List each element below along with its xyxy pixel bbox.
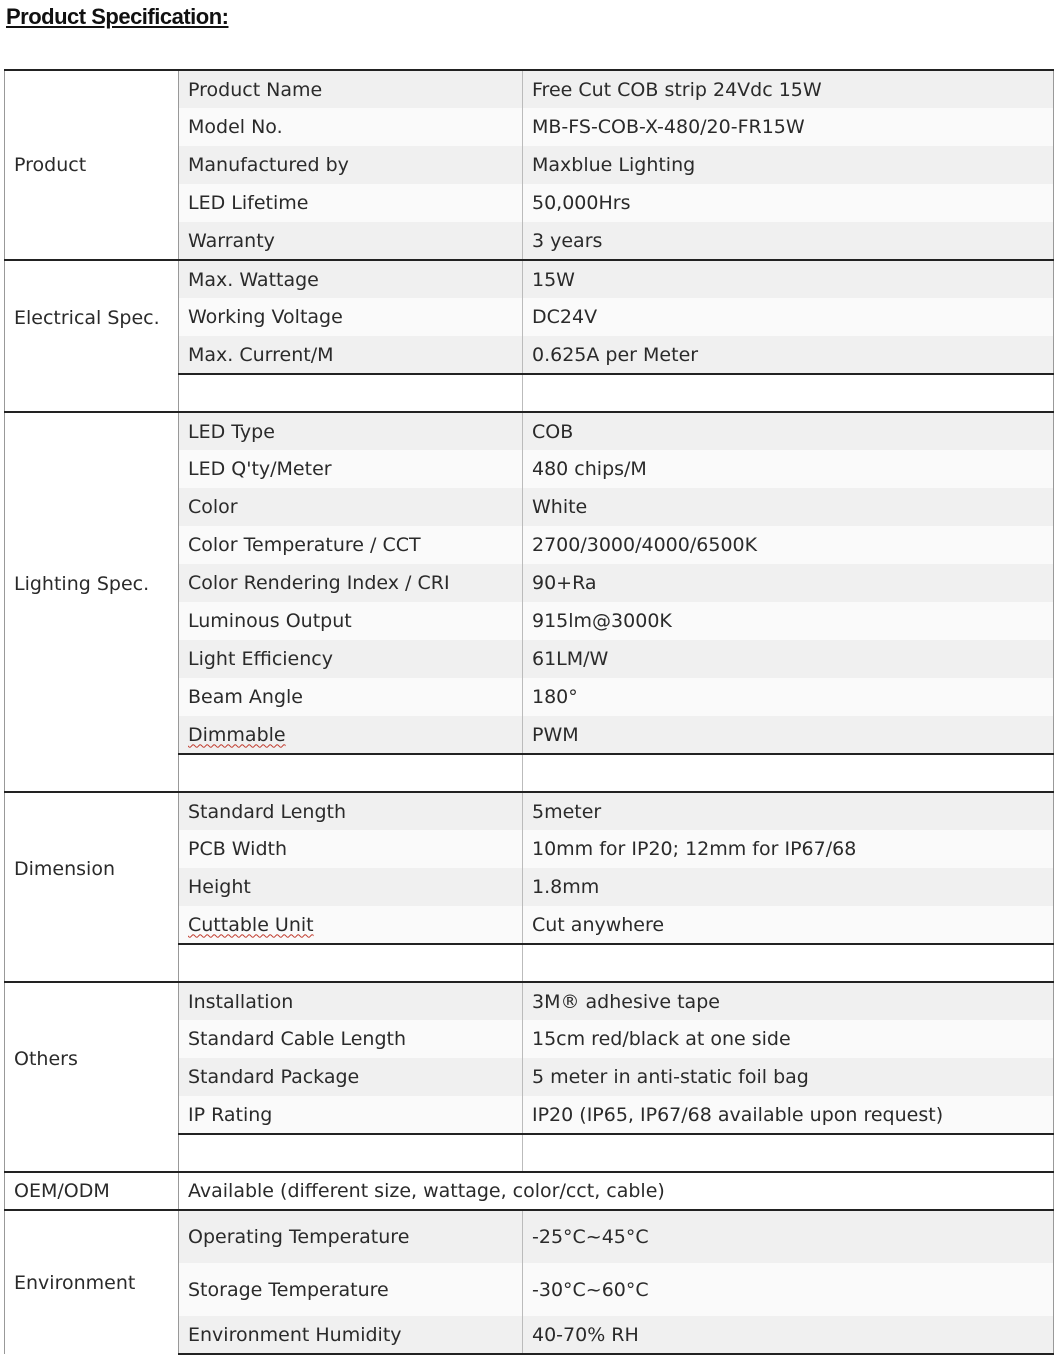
spec-key: Standard Package — [179, 1058, 523, 1096]
spec-key: Model No. — [179, 108, 523, 146]
spec-value: 3 years — [523, 222, 1054, 260]
spec-key: Manufactured by — [179, 146, 523, 184]
spec-key: Storage Temperature — [179, 1263, 523, 1316]
spec-value: 15W — [523, 260, 1054, 298]
spec-value: Free Cut COB strip 24Vdc 15W — [523, 70, 1054, 108]
spec-key-text: Cuttable Unit — [188, 913, 314, 936]
category-environment: Environment — [5, 1210, 179, 1354]
spec-value: IP20 (IP65, IP67/68 available upon request) — [523, 1096, 1054, 1134]
oem-value: Available (different size, wattage, color/cct, cable) — [179, 1172, 1054, 1210]
spec-value: 40-70% RH — [523, 1316, 1054, 1354]
spec-key — [179, 716, 523, 754]
table-row — [5, 982, 1054, 1020]
spec-value: 5meter — [523, 792, 1054, 830]
spacer-row — [5, 374, 1054, 412]
spacer-row — [5, 1134, 1054, 1172]
spec-value: White — [523, 488, 1054, 526]
spec-key-text: Dimmable — [188, 723, 286, 746]
spec-value: 3M® adhesive tape — [523, 982, 1054, 1020]
spec-key: Luminous Output — [179, 602, 523, 640]
category-electrical: Electrical Spec. — [5, 260, 179, 374]
category-others: Others — [5, 982, 179, 1134]
spec-table — [4, 69, 1054, 1355]
spec-value: 10mm for IP20; 12mm for IP67/68 — [523, 830, 1054, 868]
spec-key: Product Name — [179, 70, 523, 108]
spec-key: Max. Wattage — [179, 260, 523, 298]
spec-value: Maxblue Lighting — [523, 146, 1054, 184]
spec-value: 480 chips/M — [523, 450, 1054, 488]
spec-value: MB-FS-COB-X-480/20-FR15W — [523, 108, 1054, 146]
spec-key: IP Rating — [179, 1096, 523, 1134]
spec-key: PCB Width — [179, 830, 523, 868]
spec-key: Color Temperature / CCT — [179, 526, 523, 564]
spec-key: Standard Cable Length — [179, 1020, 523, 1058]
spec-key: Environment Humidity — [179, 1316, 523, 1354]
spacer-row — [5, 754, 1054, 792]
spec-value: -30°C~60°C — [523, 1263, 1054, 1316]
page-title: Product Specification: — [6, 4, 229, 29]
table-row — [5, 70, 1054, 108]
spec-key: Height — [179, 868, 523, 906]
spec-key: Standard Length — [179, 792, 523, 830]
spec-value: DC24V — [523, 298, 1054, 336]
spec-key: Color — [179, 488, 523, 526]
spec-key: LED Lifetime — [179, 184, 523, 222]
spec-value: 61LM/W — [523, 640, 1054, 678]
spec-value: 915lm@3000K — [523, 602, 1054, 640]
category-lighting: Lighting Spec. — [5, 412, 179, 754]
spec-key: Warranty — [179, 222, 523, 260]
spec-key: Color Rendering Index / CRI — [179, 564, 523, 602]
spec-value: 1.8mm — [523, 868, 1054, 906]
spec-value: 2700/3000/4000/6500K — [523, 526, 1054, 564]
spec-key: Installation — [179, 982, 523, 1020]
spec-value: 0.625A per Meter — [523, 336, 1054, 374]
spec-key: Beam Angle — [179, 678, 523, 716]
spec-key: Light Efficiency — [179, 640, 523, 678]
spec-key: Operating Temperature — [179, 1210, 523, 1263]
table-row — [5, 792, 1054, 830]
spec-value: 180° — [523, 678, 1054, 716]
category-product: Product — [5, 70, 179, 260]
table-row — [5, 260, 1054, 298]
spec-value: -25°C~45°C — [523, 1210, 1054, 1263]
spec-key: Working Voltage — [179, 298, 523, 336]
spec-key: Max. Current/M — [179, 336, 523, 374]
spec-key: LED Q'ty/Meter — [179, 450, 523, 488]
category-dimension: Dimension — [5, 792, 179, 944]
spacer-row — [5, 944, 1054, 982]
spec-value: 5 meter in anti-static foil bag — [523, 1058, 1054, 1096]
table-row — [5, 412, 1054, 450]
category-oem: OEM/ODM — [5, 1172, 179, 1210]
spec-key — [179, 906, 523, 944]
table-row — [5, 1210, 1054, 1263]
table-row — [5, 1172, 1054, 1210]
spec-value: 15cm red/black at one side — [523, 1020, 1054, 1058]
spec-value: COB — [523, 412, 1054, 450]
spec-value: 90+Ra — [523, 564, 1054, 602]
spec-value: PWM — [523, 716, 1054, 754]
spec-key: LED Type — [179, 412, 523, 450]
spec-value: 50,000Hrs — [523, 184, 1054, 222]
spec-value: Cut anywhere — [523, 906, 1054, 944]
